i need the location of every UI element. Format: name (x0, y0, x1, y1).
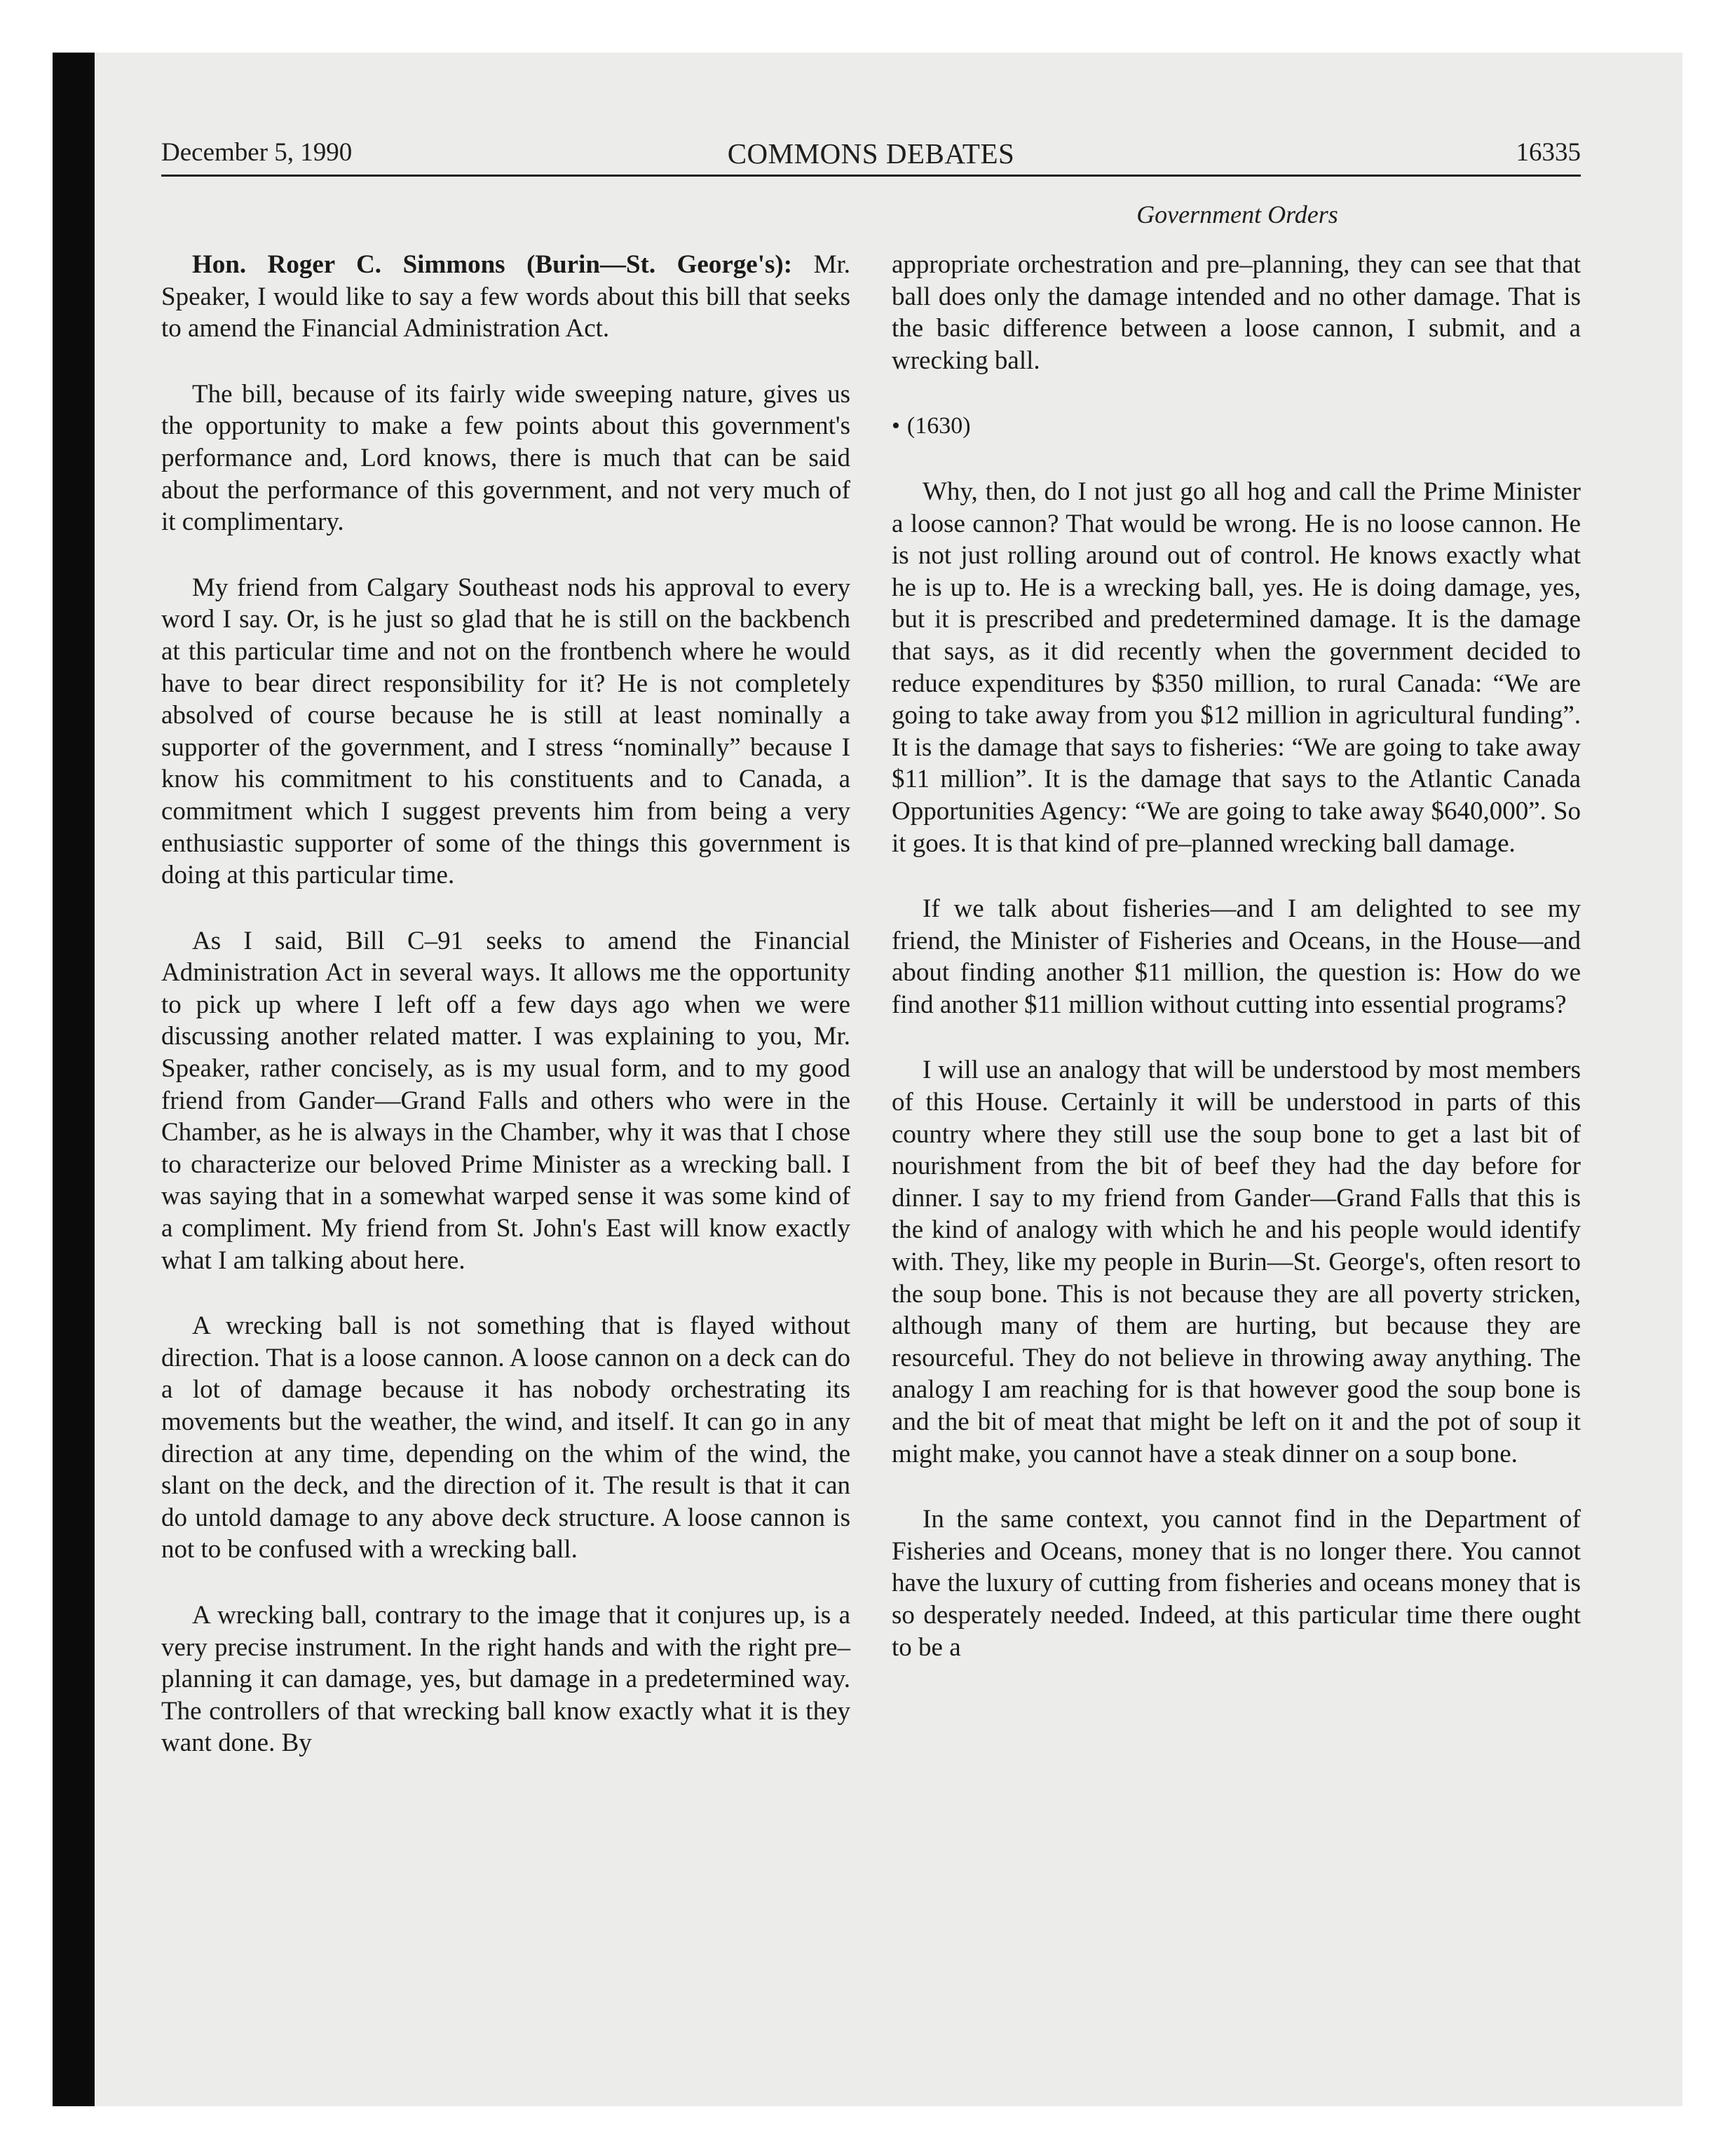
paragraph: A wrecking ball is not something that is flayed without direction. That is a loose cannon. A loose cannon on a deck can do a lot of damage because it has nobody orchestrating its movements but the weather, the wind, and itself. It can go in any direction at any time, depending on the whim of the wind, the slant on the deck, and the direction of it. The result is that it can do untold damage to any above deck structure. A loose cannon is not to be confused with a wrecking ball. (161, 1311, 850, 1564)
paragraph: I will use an analogy that will be understood by most members of this House. Certainly it will be understood in parts of this country where they still use the soup bone to get a last bit of nourishment from the bit of beef they had the day before for dinner. I say to my friend from Gander—Grand Falls that this is the kind of analogy with which he and his people would identify with. They, like my people in Burin—St. George's, often resort to the soup bone. This is not because they are all poverty stricken, although many of them are hurting, but because they are resourceful. They do not believe in throwing away anything. The analogy I am reaching for is that however good the soup bone is and the bit of meat that might be left on it and the pot of soup it might make, you cannot have a steak dinner on a soup bone. (892, 1056, 1581, 1468)
running-header (161, 130, 1581, 177)
paragraph-text: Mr. Speaker, I would like to say a few words about this bill that seeks to amend the Financial Administration Act. (161, 250, 850, 343)
left-column (161, 249, 850, 1793)
right-column (892, 249, 1581, 1697)
paragraph: A wrecking ball, contrary to the image that it conjures up, is a very precise instrument. In the right hands and with the right pre–planning it can damage, yes, but damage in a predetermined way. The controllers of that wrecking ball know exactly what it is they want done. By (161, 1600, 850, 1758)
time-marker (892, 410, 1581, 442)
scan-binding-edge (53, 53, 95, 2106)
paragraph: appropriate orchestration and pre–planning, they can see that that ball does only the damage intended and no other damage. That is the basic difference between a loose cannon, I submit, and a wrecking ball. (892, 250, 1581, 375)
header-page-number: 16335 (1516, 138, 1581, 167)
paragraph: As I said, Bill C–91 seeks to amend the Financial Administration Act in several ways. It allows me the opportunity to pick up where I left off a few days ago when we were discussing another related matter. I was explaining to you, Mr. Speaker, rather concisely, as is my usual form, and to my good friend from Gander—Grand Falls and others who were in the Chamber, as he is always in the Chamber, why it was that I chose to characterize our beloved Prime Minister as a wrecking ball. I was saying that in a somewhat warped sense it was some kind of a compliment. My friend from St. John's East will know exactly what I am talking about here. (161, 926, 850, 1275)
document-page (53, 53, 1682, 2106)
header-date: December 5, 1990 (161, 138, 353, 167)
bullet-icon: • (892, 413, 900, 439)
header-title: COMMONS DEBATES (727, 137, 1015, 170)
paragraph: My friend from Calgary Southeast nods his approval to every word I say. Or, is he just so glad that he is still on the backbench at this particular time and not on the frontbench where he would have to bear direct responsibility for it? He is not completely absolved of course because he is still at least nominally a supporter of the government, and I stress “nominally” because I know his commitment to his constituents and to Canada, a commitment which I suggest prevents him from being a very enthusiastic supporter of some of the things this government is doing at this particular time. (161, 573, 850, 890)
section-heading: Government Orders (1136, 200, 1338, 228)
paragraph: The bill, because of its fairly wide sweeping nature, gives us the opportunity to make a few points about this government's performance and, Lord knows, there is much that can be said about the performance of this government, and not very much of it complimentary. (161, 379, 850, 537)
paragraph: Why, then, do I not just go all hog and call the Prime Minister a loose cannon? That would be wrong. He is no loose cannon. He is not just rolling around out of control. He knows exactly what he is up to. He is a wrecking ball, yes. He is doing damage, yes, but it is prescribed and predetermined damage. It is the damage that says, as it did recently when the government decided to reduce expenditures by $350 million, to rural Canada: “We are going to take away from you $12 million in agricultural funding”. It is the damage that says to fisheries: “We are going to take away $11 million”. It is the damage that says to the Atlantic Canada Opportunities Agency: “We are going to take away $640,000”. So it goes. It is that kind of pre–planned wrecking ball damage. (892, 477, 1581, 858)
paragraph (161, 249, 850, 345)
paragraph: In the same context, you cannot find in the Department of Fisheries and Oceans, money that is no longer there. You cannot have the luxury of cutting from fisheries and oceans money that is so desperately needed. Indeed, at this particular time there ought to be a (892, 1505, 1581, 1662)
timestamp-text: (1630) (906, 413, 971, 439)
paragraph: If we talk about fisheries—and I am delighted to see my friend, the Minister of Fisheries and Oceans, in the House—and about finding another $11 million, the question is: How do we find another $11 million without cutting into essential programs? (892, 894, 1581, 1019)
speaker-name: Hon. Roger C. Simmons (Burin—St. George's): (192, 250, 793, 279)
